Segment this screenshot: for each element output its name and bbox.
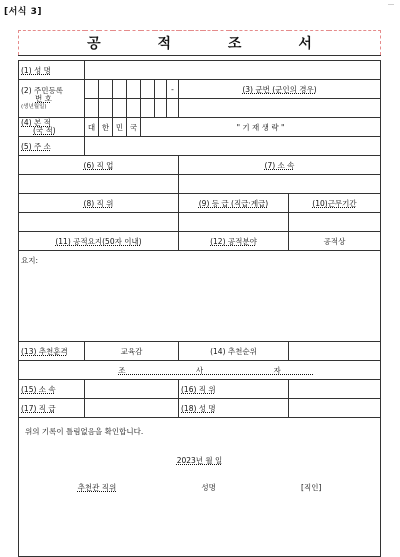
rrn-digit-3[interactable] <box>113 80 127 99</box>
recommend-rank-field[interactable] <box>289 342 381 361</box>
rrn-digit-5[interactable] <box>141 80 155 99</box>
summary-label: 요지: <box>21 256 39 265</box>
affiliation-field[interactable] <box>179 175 381 194</box>
inv-position-field[interactable] <box>289 380 381 399</box>
recommend-type-value: 교육감 <box>85 342 179 361</box>
inv-name-label: (18) 성 명 <box>179 399 289 418</box>
rrn-digit-1[interactable] <box>85 80 99 99</box>
inv-title-label: (17) 직 급 <box>19 399 85 418</box>
rrn-digit-2[interactable] <box>99 80 113 99</box>
form-number-label: [서식 3] <box>4 7 43 17</box>
recommend-rank-label: (14) 추천순위 <box>179 342 289 361</box>
investigator-header: 조 사 자 <box>19 361 381 380</box>
confirm-text: 위의 기록이 틀림없음을 확인합니다. <box>25 427 144 436</box>
rrn-digit-6[interactable] <box>155 80 167 99</box>
rrn-digit-9[interactable] <box>113 99 127 118</box>
military-number-field[interactable] <box>179 99 381 118</box>
rrn-digit-7[interactable] <box>85 99 99 118</box>
rrn-dash: - <box>167 80 179 99</box>
job-label: (6) 직 업 <box>19 156 179 175</box>
rrn-digit-10[interactable] <box>127 99 141 118</box>
inv-affiliation-field[interactable] <box>85 380 179 399</box>
nationality-char-1: 대 <box>85 118 99 137</box>
rrn-digit-4[interactable] <box>127 80 141 99</box>
service-period-field[interactable] <box>289 213 381 232</box>
corner-mark <box>388 4 394 6</box>
inv-title-field[interactable] <box>85 399 179 418</box>
grade-field[interactable] <box>179 213 289 232</box>
military-number-label: (3) 군번 (군인의 경우) <box>179 80 381 99</box>
inv-affiliation-label: (15) 소 속 <box>19 380 85 399</box>
recommender-title: 추천관 직위 <box>77 483 117 492</box>
nationality-char-3: 민 <box>113 118 127 137</box>
inv-name-field[interactable] <box>289 399 381 418</box>
signature-row <box>25 482 374 493</box>
position-label: (8) 직 위 <box>19 194 179 213</box>
address-label: (5) 주 소 <box>19 137 85 156</box>
name-label: (1) 성 명 <box>19 61 85 80</box>
rrn-digit-13[interactable] <box>167 99 179 118</box>
recommend-type-label: (13) 추천훈격 <box>19 342 85 361</box>
nationality-char-2: 한 <box>99 118 113 137</box>
rrn-digit-12[interactable] <box>155 99 167 118</box>
rrn-digit-11[interactable] <box>141 99 155 118</box>
origin-label: (4) 본 적 (국 적) <box>19 118 85 137</box>
rrn-digit-8[interactable] <box>99 99 113 118</box>
origin-note: " 기 재 생 략 " <box>141 118 381 137</box>
rrn-label: (2) 주민등록 번 호 (생년월일) <box>19 80 85 118</box>
position-field[interactable] <box>19 213 179 232</box>
summary-field[interactable] <box>19 251 381 342</box>
summary-header-label: (11) 공적요지(50자 이내) <box>19 232 179 251</box>
grade-label: (9) 등 급 (직급·계급) <box>179 194 289 213</box>
merit-report-form <box>18 30 381 557</box>
recommender-name: 성명 <box>201 483 216 492</box>
address-field[interactable] <box>85 137 381 156</box>
inv-position-label: (16) 직 위 <box>179 380 289 399</box>
award-label: 공적상 <box>289 232 381 251</box>
name-field[interactable] <box>85 61 381 80</box>
date-text: 2023년 월 일 <box>176 456 223 465</box>
document-title: 공 적 조 서 <box>19 31 381 56</box>
seal-label: [직인] <box>301 483 322 492</box>
confirmation-section <box>19 418 381 557</box>
service-period-label: (10)근무기간 <box>289 194 381 213</box>
field-label: (12) 공적분야 <box>179 232 289 251</box>
affiliation-label: (7) 소 속 <box>179 156 381 175</box>
nationality-char-4: 국 <box>127 118 141 137</box>
job-field[interactable] <box>19 175 179 194</box>
